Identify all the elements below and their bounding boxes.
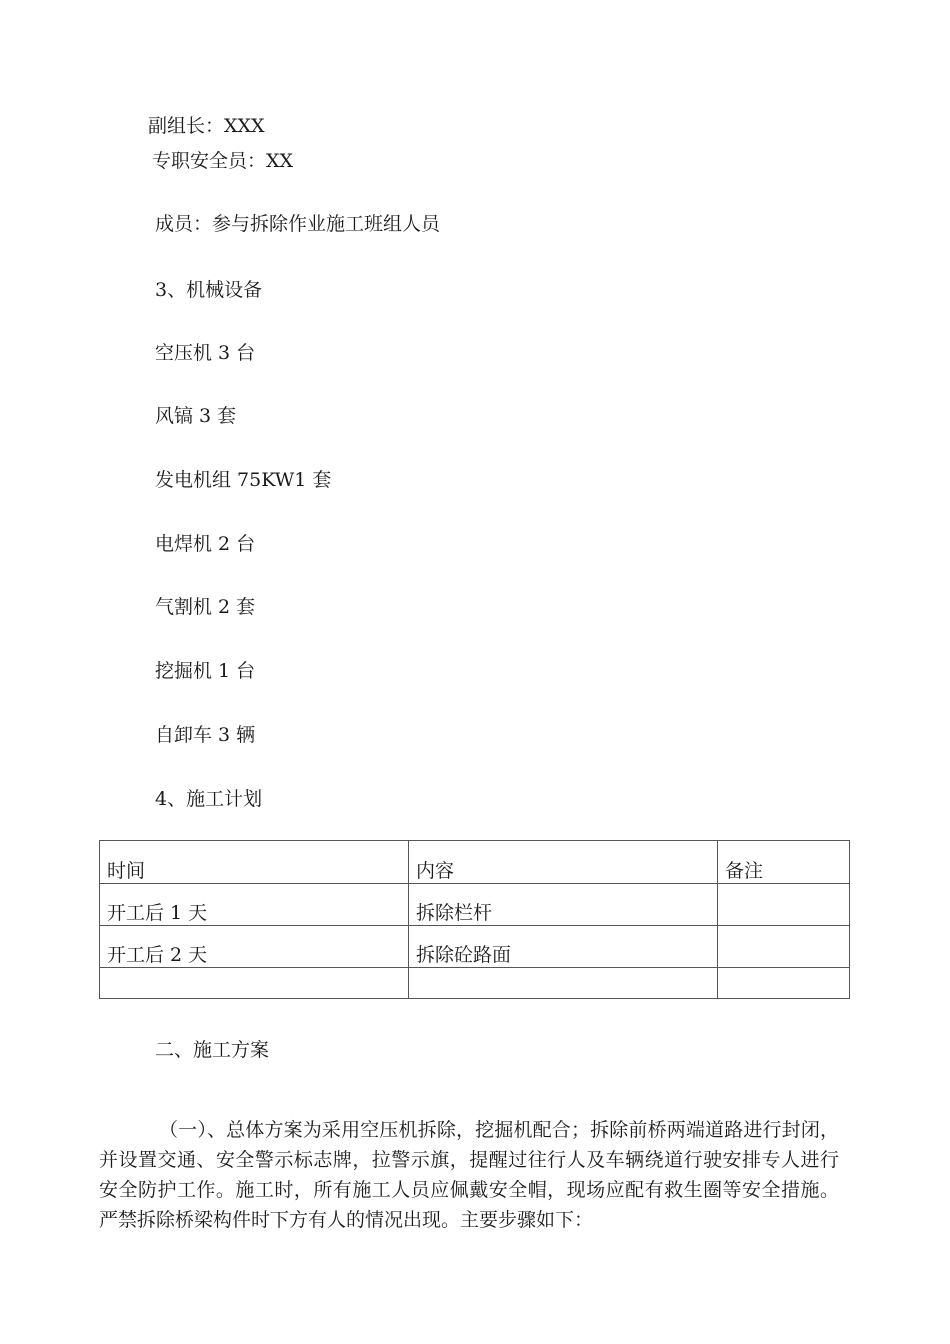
cell-time: 开工后 2 天 [100, 926, 409, 968]
machinery-heading: 3、机械设备 [155, 279, 263, 301]
cell-remarks [718, 968, 850, 999]
cell-content [409, 968, 718, 999]
vice-leader-line: 副组长：XXX [148, 115, 265, 137]
cell-remarks [718, 884, 850, 926]
header-remarks: 备注 [718, 841, 850, 884]
table-row [100, 884, 850, 926]
section-paragraph: （一）、总体方案为采用空压机拆除，挖掘机配合；拆除前桥两端道路进行封闭，并设置交通、安全警示标志牌，拉警示旗，提醒过往行人及车辆绕道行驶安排专人进行安全防护工作。施工时，所有施工人员应佩戴安全帽，现场应配有救生圈等安全措施。严禁拆除桥梁构件时下方有人的情况出现。主要步骤如下： [99, 1119, 839, 1231]
machinery-item: 空压机 3 台 [155, 342, 256, 364]
table-header-row [100, 841, 850, 884]
safety-officer-line: 专职安全员：XX [152, 150, 294, 172]
machinery-item: 电焊机 2 台 [155, 533, 256, 555]
machinery-item: 自卸车 3 辆 [155, 724, 256, 746]
construction-plan-table [99, 840, 850, 999]
header-content: 内容 [409, 841, 718, 884]
header-time: 时间 [100, 841, 409, 884]
machinery-item: 气割机 2 套 [155, 596, 256, 618]
cell-time: 开工后 1 天 [100, 884, 409, 926]
machinery-item: 挖掘机 1 台 [155, 660, 256, 682]
section-title: 二、施工方案 [155, 1039, 270, 1061]
cell-time [100, 968, 409, 999]
machinery-item: 风镐 3 套 [155, 405, 237, 427]
table-row [100, 968, 850, 999]
table-row [100, 926, 850, 968]
cell-remarks [718, 926, 850, 968]
members-line: 成员：参与拆除作业施工班组人员 [155, 213, 441, 235]
cell-content: 拆除栏杆 [409, 884, 718, 926]
cell-content: 拆除砼路面 [409, 926, 718, 968]
machinery-item: 发电机组 75KW1 套 [155, 469, 332, 491]
plan-heading: 4、施工计划 [155, 788, 263, 810]
